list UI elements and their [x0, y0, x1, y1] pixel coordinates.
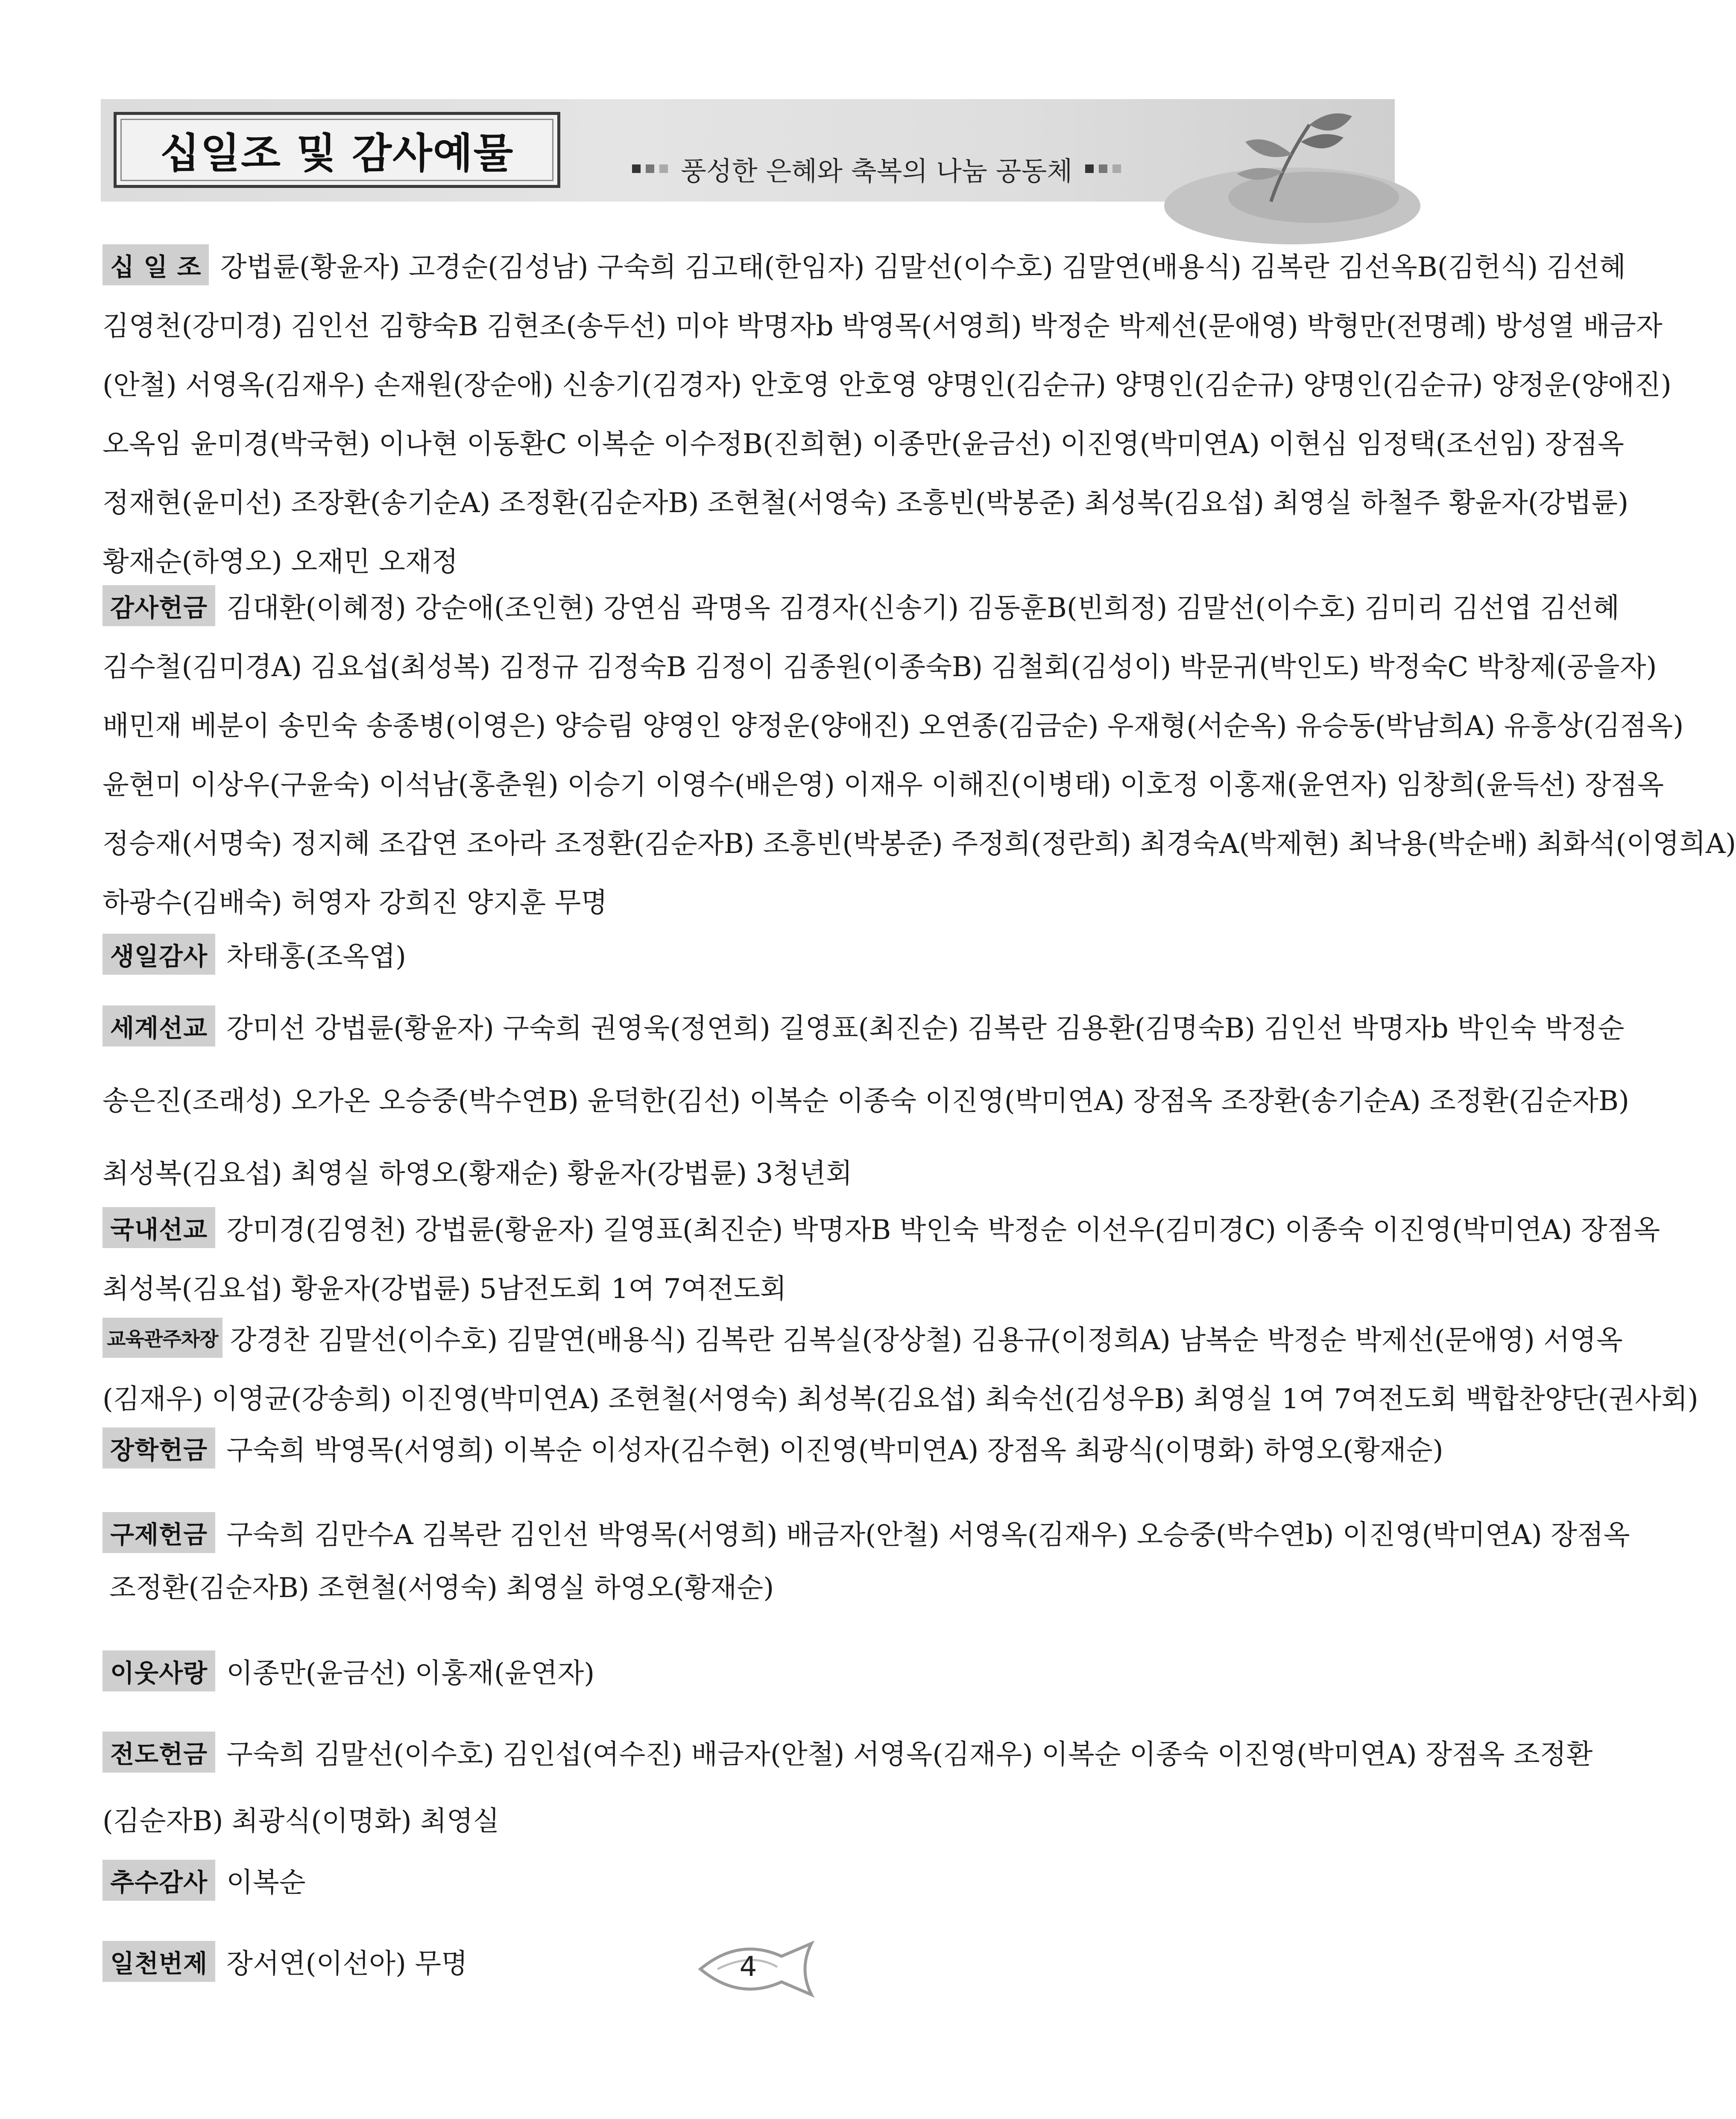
section-label: 감사헌금	[102, 585, 215, 626]
section-line: 최성복(김요섭) 최영실 하영오(황재순) 황윤자(강법륜) 3청년회	[102, 1158, 852, 1190]
section-label: 세계선교	[102, 1005, 215, 1046]
section-line	[102, 1855, 1396, 1906]
section-line	[102, 1422, 1443, 1474]
subtitle-dots-right-icon	[1085, 164, 1121, 173]
name-list: 이종만(윤금선) 이홍재(윤연자)	[226, 1658, 595, 1689]
section-line: (김재우) 이영균(강송희) 이진영(박미연A) 조현철(서영숙) 최성복(김요섭) 최숙선(김성우B) 최영실 1여 7여전도회 백합찬양단(권사회)	[102, 1383, 1698, 1415]
section-line	[102, 929, 1396, 980]
section-line: 배민재 베분이 송민숙 송종병(이영은) 양승림 양영인 양정운(양애진) 오연종(김금순) 우재형(서순옥) 유승동(박남희A) 유흥상(김점옥)	[102, 710, 1684, 742]
section-line: (김순자B) 최광식(이명화) 최영실	[102, 1805, 500, 1837]
section-line: 황재순(하영오) 오재민 오재정	[102, 546, 458, 578]
name-list: 강미경(김영천) 강법륜(황윤자) 길영표(최진순) 박명자B 박인숙 박정순 이선우(김미경C) 이종숙 이진영(박미연A) 장점옥	[226, 1214, 1660, 1246]
section-label: 교육관주차장	[102, 1318, 222, 1358]
name-list: 김대환(이혜정) 강순애(조인현) 강연심 곽명옥 김경자(신송기) 김동훈B(빈희정) 김말선(이수호) 김미리 김선엽 김선혜	[226, 592, 1620, 624]
section-line: 정승재(서명숙) 정지혜 조갑연 조아라 조정환(김순자B) 조흥빈(박봉준) 주정희(정란희) 최경숙A(박제현) 최낙용(박순배) 최화석(이영희A)	[102, 828, 1736, 860]
section-label: 국내선교	[102, 1207, 215, 1248]
section-line: (안철) 서영옥(김재우) 손재원(장순애) 신송기(김경자) 안호영 안호영 양명인(김순규) 양명인(김순규) 양명인(김순규) 양정운(양애진)	[102, 369, 1672, 401]
name-list: 차태홍(조옥엽)	[226, 941, 407, 973]
section-line: 조정환(김순자B) 조현철(서영숙) 최영실 하영오(황재순)	[109, 1572, 774, 1604]
section-line	[102, 1645, 1396, 1697]
section-line: 오옥임 윤미경(박국현) 이나현 이동환C 이복순 이수정B(진희현) 이종만(윤금선) 이진영(박미연A) 이현심 임정택(조선임) 장점옥	[102, 428, 1624, 460]
section-line	[102, 1312, 1623, 1363]
plant-hands-image	[1130, 99, 1395, 202]
subtitle-row	[632, 145, 1121, 192]
section-line: 윤현미 이상우(구윤숙) 이석남(홍춘원) 이승기 이영수(배은영) 이재우 이해진(이병태) 이호정 이홍재(윤연자) 임창희(윤득선) 장점옥	[102, 769, 1664, 801]
section-line	[102, 1507, 1630, 1558]
name-list: 구숙희 김만수A 김복란 김인선 박영목(서영희) 배금자(안철) 서영옥(김재우) 오승중(박수연b) 이진영(박미연A) 장점옥	[226, 1519, 1630, 1551]
section-label: 이웃사랑	[102, 1650, 215, 1691]
section-line	[102, 1726, 1593, 1778]
section-label: 생일감사	[102, 934, 215, 975]
section-line: 김영천(강미경) 김인선 김향숙B 김현조(송두선) 미야 박명자b 박영목(서영희) 박정순 박제선(문애영) 박형만(전명례) 방성열 배금자	[102, 311, 1663, 342]
section-line: 김수철(김미경A) 김요섭(최성복) 김정규 김정숙B 김정이 김종원(이종숙B) 김철회(김성이) 박문귀(박인도) 박정숙C 박창제(공을자)	[102, 651, 1657, 683]
name-list: 이복순	[226, 1867, 306, 1899]
section-label: 일천번제	[102, 1941, 215, 1982]
section-label: 구제헌금	[102, 1512, 215, 1553]
section-label: 십 일 조	[102, 244, 209, 285]
section-label: 전도헌금	[102, 1732, 215, 1773]
section-line: 최성복(김요섭) 황윤자(강법륜) 5남전도회 1여 7여전도회	[102, 1273, 787, 1305]
section-line	[102, 1202, 1660, 1253]
name-list: 구숙희 박영목(서영희) 이복순 이성자(김수현) 이진영(박미연A) 장점옥 최광식(이명화) 하영오(황재순)	[226, 1435, 1443, 1466]
section-line	[102, 580, 1620, 631]
subtitle-dots-left-icon	[632, 164, 668, 173]
page-subtitle: 풍성한 은혜와 축복의 나눔 공동체	[681, 155, 1073, 187]
name-list: 강미선 강법륜(황윤자) 구숙희 권영욱(정연희) 길영표(최진순) 김복란 김용환(김명숙B) 김인선 박명자b 박인숙 박정순	[226, 1013, 1625, 1044]
name-list: 장서연(이선아) 무명	[226, 1948, 468, 1980]
section-label: 추수감사	[102, 1860, 215, 1901]
section-label: 장학헌금	[102, 1427, 215, 1468]
name-list: 구숙희 김말선(이수호) 김인섭(여수진) 배금자(안철) 서영옥(김재우) 이복순 이종숙 이진영(박미연A) 장점옥 조정환	[226, 1739, 1593, 1770]
page-title: 십일조 및 감사예물	[160, 129, 514, 177]
name-list: 강법륜(황윤자) 고경순(김성남) 구숙희 김고태(한임자) 김말선(이수호) 김말연(배용식) 김복란 김선옥B(김헌식) 김선혜	[220, 252, 1626, 283]
section-line: 하광수(김배숙) 허영자 강희진 양지훈 무명	[102, 887, 608, 919]
section-line	[102, 239, 1626, 290]
section-line	[102, 1000, 1625, 1052]
page-number: 4	[739, 1951, 757, 1983]
section-line: 정재현(윤미선) 조장환(송기순A) 조정환(김순자B) 조현철(서영숙) 조흥빈(박봉준) 최성복(김요섭) 최영실 하철주 황윤자(강법륜)	[102, 487, 1629, 519]
title-box	[114, 112, 560, 188]
section-line: 송은진(조래성) 오가온 오승중(박수연B) 윤덕한(김선) 이복순 이종숙 이진영(박미연A) 장점옥 조장환(송기순A) 조정환(김순자B)	[102, 1085, 1629, 1117]
name-list: 강경찬 김말선(이수호) 김말연(배용식) 김복란 김복실(장상철) 김용규(이정희A) 남복순 박정순 박제선(문애영) 서영옥	[230, 1325, 1623, 1356]
